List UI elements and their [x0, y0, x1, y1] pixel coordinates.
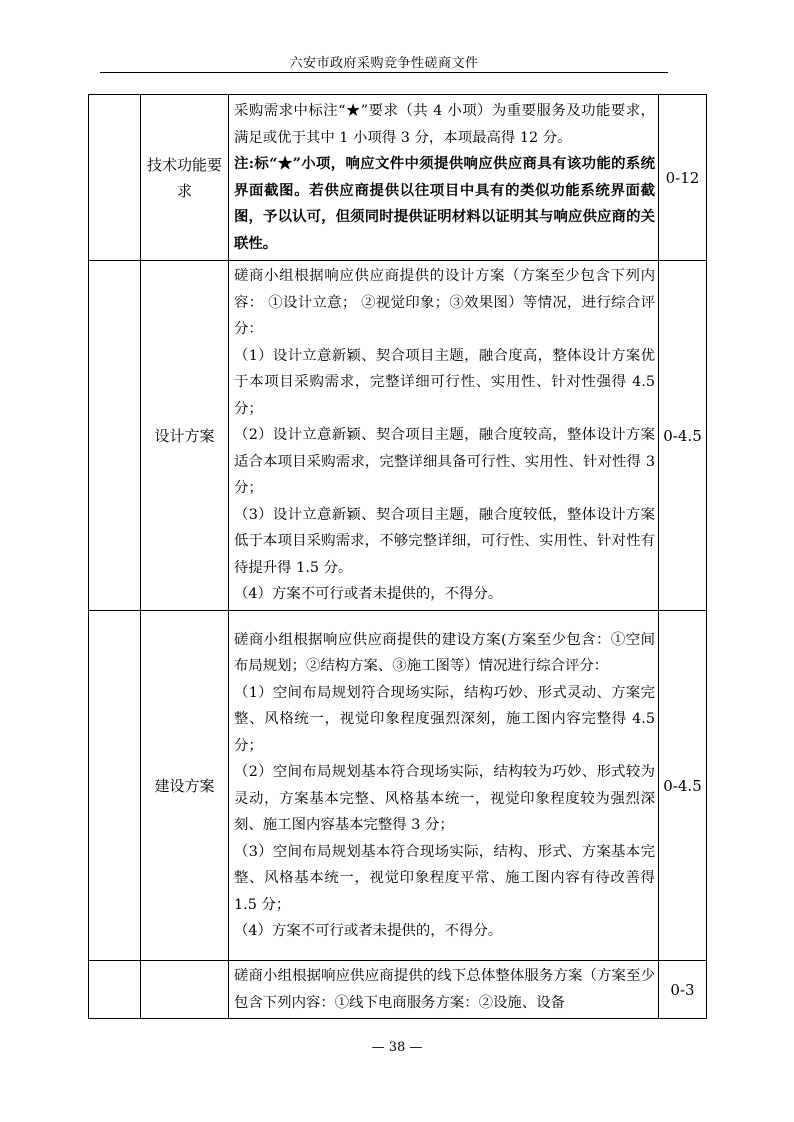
header-rule — [100, 72, 668, 73]
description-text: （2）空间布局规划基本符合现场实际，结构较为巧妙、形式较为灵动，方案基本完整、风格基本统一，视觉印象程度较为强烈深刻、施工图内容基本完整得 3 分； — [234, 764, 655, 833]
table-row — [89, 95, 707, 261]
table-row — [89, 611, 707, 961]
table-row — [89, 961, 707, 1019]
description-text: （4）方案不可行或者未提供的，不得分。 — [234, 586, 503, 603]
description-text: 磋商小组根据响应供应商提供的线下总体整体服务方案（方案至少包含下列内容：①线下电商服务方案：②设施、设备 — [234, 968, 655, 1011]
description-cell — [229, 261, 659, 611]
category-cell — [141, 961, 229, 1019]
description-text: （2）设计立意新颖、契合项目主题，融合度较高，整体设计方案适合本项目采购需求，完整详细具备可行性、实用性、针对性得 3 分； — [234, 427, 655, 497]
description-text: （1）设计立意新颖、契合项目主题，融合度高，整体设计方案优于本项目采购需求，完整详细可行性、实用性、针对性强得 4.5 分； — [234, 347, 655, 417]
score-cell: 0-4.5 — [659, 261, 707, 611]
description-text: （4）方案不可行或者未提供的，不得分。 — [234, 923, 503, 939]
score-cell: 0-4.5 — [659, 611, 707, 961]
description-text: （3）设计立意新颖、契合项目主题，融合度较低，整体设计方案低于本项目采购需求，不够完整详细，可行性、实用性、针对性有待提升得 1.5 分。 — [234, 506, 655, 576]
description-text: 磋商小组根据响应供应商提供的设计方案（方案至少包含下列内容： ①设计立意； ②视觉印象；③效果图）等情况，进行综合评分： — [234, 268, 655, 338]
description-text: 磋商小组根据响应供应商提供的建设方案(方案至少包含：①空间布局规划；②结构方案、③施工图等）情况进行综合评分： — [234, 631, 655, 674]
description-cell — [229, 611, 659, 961]
blank-cell — [89, 611, 141, 961]
description-text: （3）空间布局规划基本符合现场实际，结构、形式、方案基本完整、风格基本统一，视觉印象程度平常、施工图内容有待改善得 1.5 分； — [234, 843, 655, 913]
blank-cell — [89, 95, 141, 261]
category-cell: 建设方案 — [141, 611, 229, 961]
scoring-table — [88, 94, 707, 1019]
page-number: — 38 — — [371, 1040, 423, 1055]
table-row — [89, 261, 707, 611]
score-cell: 0-12 — [659, 95, 707, 261]
description-cell — [229, 961, 659, 1019]
category-cell: 技术功能要求 — [141, 95, 229, 261]
description-text: （1）空间布局规划符合现场实际，结构巧妙、形式灵动、方案完整、风格统一，视觉印象程度强烈深刻，施工图内容完整得 4.5 分； — [234, 684, 655, 754]
blank-cell — [89, 261, 141, 611]
blank-cell — [89, 961, 141, 1019]
category-cell: 设计方案 — [141, 261, 229, 611]
description-note: 注:标“★”小项，响应文件中须提供响应供应商具有该功能的系统界面截图。若供应商提供以往项目中具有的类似功能系统界面截图，予以认可，但须同时提供证明材料以证明其与响应供应商的关联性。 — [234, 155, 655, 252]
description-text: 采购需求中标注“★”要求（共 4 小项）为重要服务及功能要求，满足或优于其中 1 小项得 3 分，本项最高得 12 分。 — [234, 103, 655, 146]
score-cell: 0-3 — [659, 961, 707, 1019]
page-header: 六安市政府采购竞争性磋商文件 — [289, 56, 479, 71]
description-cell — [229, 95, 659, 261]
